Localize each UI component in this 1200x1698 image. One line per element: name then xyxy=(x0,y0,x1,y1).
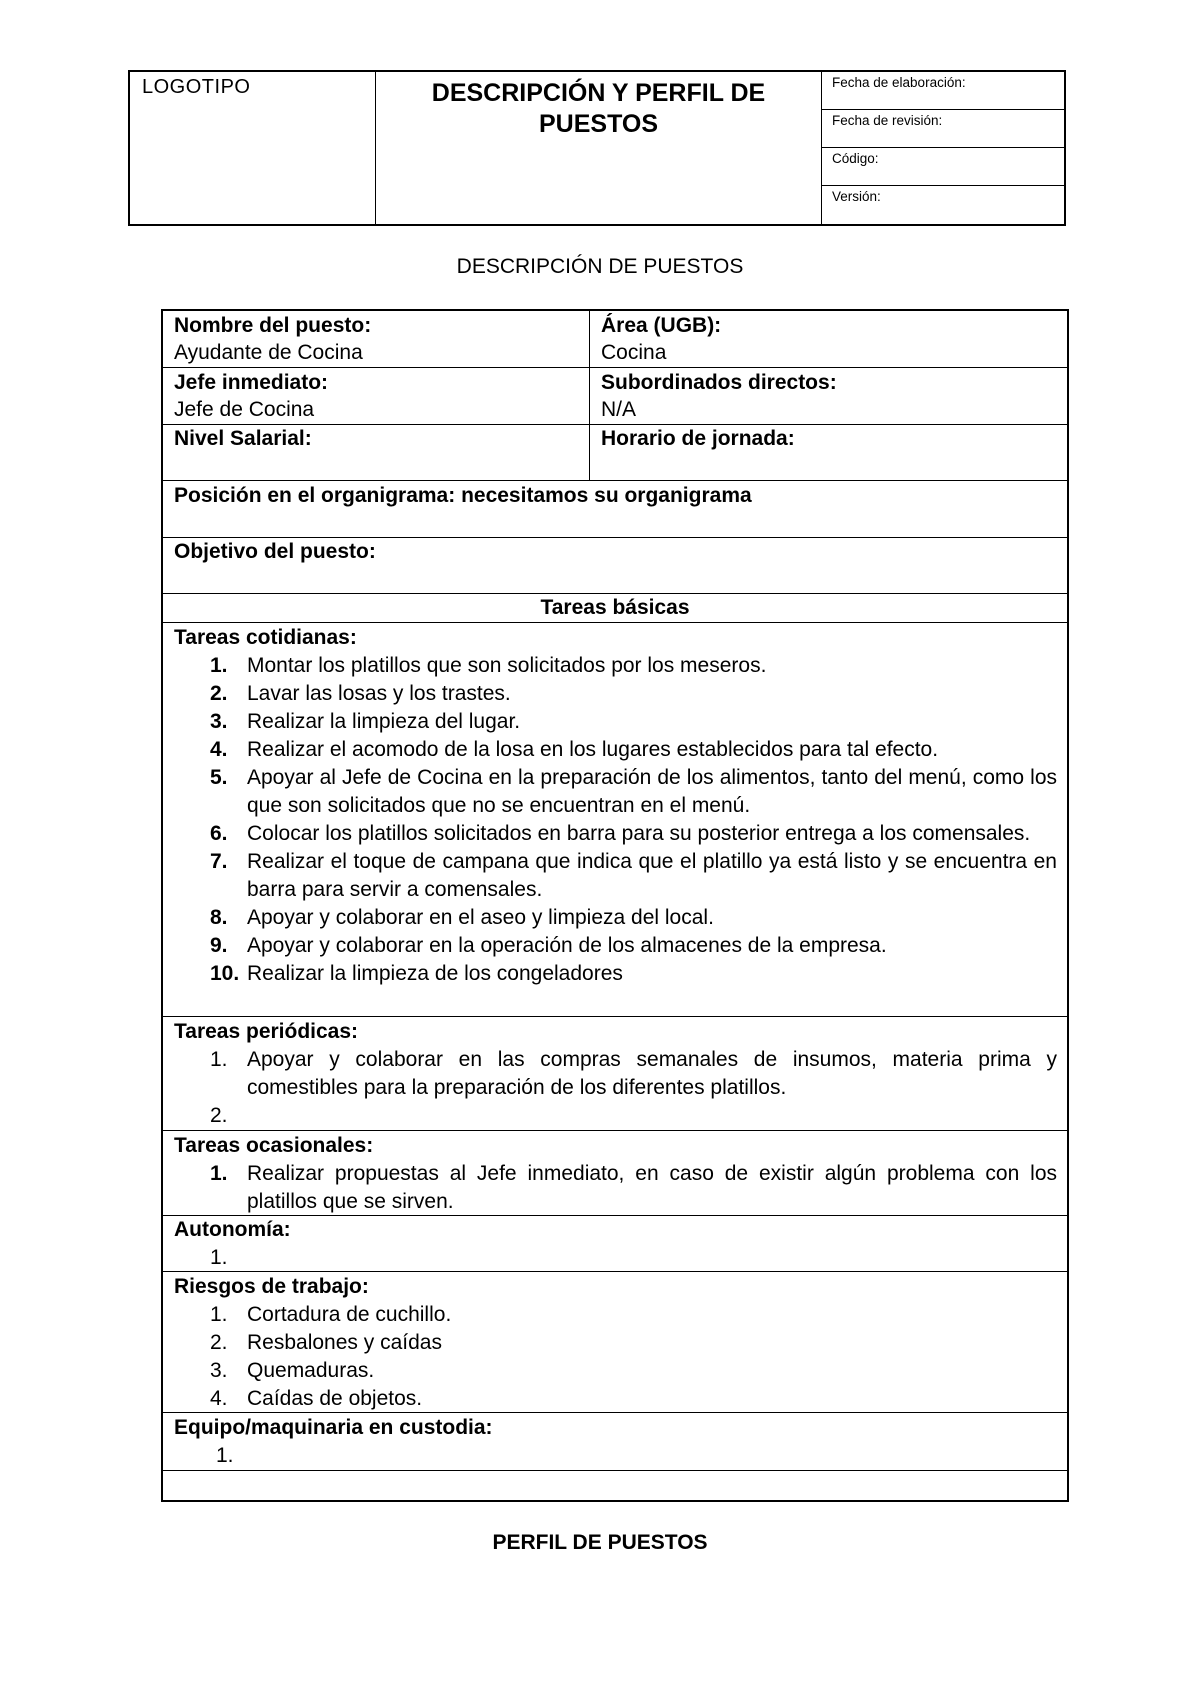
logo-placeholder: LOGOTIPO xyxy=(142,76,251,98)
list-item xyxy=(163,932,1069,960)
list-item-text: Lavar las losas y los trastes. xyxy=(247,682,511,705)
list-item-text: Resbalones y caídas xyxy=(247,1331,442,1354)
area-value: Cocina xyxy=(601,341,667,364)
area-label: Área (UGB): xyxy=(601,314,722,337)
list-item-number: 4. xyxy=(210,738,228,761)
posicion-organigrama: Posición en el organigrama: necesitamos su organigrama xyxy=(174,484,752,507)
list-item xyxy=(163,1244,1069,1272)
list-item-number: 1. xyxy=(210,1303,228,1326)
list-item-number: 1. xyxy=(210,654,228,677)
ocasionales-label: Tareas ocasionales: xyxy=(174,1134,374,1157)
logo-cell xyxy=(130,72,376,224)
list-item-text: Caídas de objetos. xyxy=(247,1387,423,1410)
list-item-number: 7. xyxy=(210,850,228,873)
list-item-number: 6. xyxy=(210,822,228,845)
version-field[interactable]: Versión: xyxy=(832,189,881,204)
list-item-text: Montar los platillos que son solicitados por los meseros. xyxy=(247,654,767,677)
title-cell xyxy=(376,72,822,224)
list-item-text: Apoyar y colaborar en el aseo y limpieza del local. xyxy=(247,906,714,929)
list-item-number: 3. xyxy=(210,710,228,733)
list-item xyxy=(163,1357,1069,1385)
list-item-number: 1. xyxy=(210,1048,228,1071)
list-item-number: 10. xyxy=(210,962,240,985)
periodicas-label: Tareas periódicas: xyxy=(174,1020,359,1043)
list-item xyxy=(163,652,1069,680)
equipo-list xyxy=(163,1442,1069,1470)
list-item-number: 2. xyxy=(210,1104,228,1127)
subordinados-value: N/A xyxy=(601,398,637,421)
list-item xyxy=(163,820,1069,848)
riesgos-label: Riesgos de trabajo: xyxy=(174,1275,369,1298)
list-item-number: 9. xyxy=(210,934,228,957)
list-item-number: 1. xyxy=(210,1246,228,1269)
list-item-text: Realizar la limpieza de los congeladores xyxy=(247,962,623,985)
ocasionales-list xyxy=(163,1160,1069,1216)
list-item xyxy=(163,904,1069,932)
list-item-text: Realizar propuestas al Jefe inmediato, en caso de existir algún problema con los platillos que se sirven. xyxy=(247,1162,1057,1213)
list-item-number: 4. xyxy=(210,1387,228,1410)
tareas-basicas-heading: Tareas básicas xyxy=(540,596,690,619)
row-divider xyxy=(163,480,1067,481)
jefe-inmediato-label: Jefe inmediato: xyxy=(174,371,329,394)
row-divider xyxy=(163,1016,1067,1017)
list-item-number: 1. xyxy=(216,1444,234,1467)
autonomia-list xyxy=(163,1244,1069,1272)
list-item xyxy=(163,1329,1069,1357)
row-divider xyxy=(163,1130,1067,1131)
list-item-text: Apoyar y colaborar en la operación de los almacenes de la empresa. xyxy=(247,934,887,957)
list-item xyxy=(163,1442,1069,1470)
autonomia-label: Autonomía: xyxy=(174,1218,291,1241)
list-item-text: Realizar el toque de campana que indica que el platillo ya está listo y se encuentra en barra para servir a comensales. xyxy=(247,850,1057,901)
list-item-number: 3. xyxy=(210,1359,228,1382)
row-divider xyxy=(163,622,1067,623)
list-item xyxy=(163,1160,1069,1216)
list-item-text: Cortadura de cuchillo. xyxy=(247,1303,452,1326)
jefe-inmediato-value: Jefe de Cocina xyxy=(174,398,315,421)
list-item-text: Colocar los platillos solicitados en barra para su posterior entrega a los comensales. xyxy=(247,822,1031,845)
job-description-table xyxy=(161,309,1069,1502)
section-title: DESCRIPCIÓN DE PUESTOS xyxy=(456,255,744,278)
document-title: DESCRIPCIÓN Y PERFIL DE PUESTOS xyxy=(431,79,766,138)
list-item xyxy=(163,1046,1069,1102)
list-item xyxy=(163,708,1069,736)
nivel-salarial-label: Nivel Salarial: xyxy=(174,427,312,450)
list-item xyxy=(163,960,1069,988)
list-item-text: Realizar la limpieza del lugar. xyxy=(247,710,521,733)
codigo-field[interactable]: Código: xyxy=(822,148,1064,186)
fecha-revision-field[interactable]: Fecha de revisión: xyxy=(822,110,1064,148)
list-item xyxy=(163,680,1069,708)
list-item-number: 1. xyxy=(210,1162,228,1185)
list-item-text: Quemaduras. xyxy=(247,1359,375,1382)
header-fields xyxy=(822,72,1064,224)
cotidianas-list xyxy=(163,652,1069,988)
list-item-text: Apoyar y colaborar en las compras semanales de insumos, materia prima y comestibles para la preparación de los diferentes platillos. xyxy=(247,1048,1057,1099)
horario-label: Horario de jornada: xyxy=(601,427,795,450)
list-item xyxy=(163,1301,1069,1329)
list-item-number: 2. xyxy=(210,1331,228,1354)
row-divider xyxy=(163,1470,1067,1471)
periodicas-list xyxy=(163,1046,1069,1130)
objetivo-label: Objetivo del puesto: xyxy=(174,540,376,563)
list-item xyxy=(163,1385,1069,1413)
row-divider xyxy=(163,367,1067,368)
subordinados-label: Subordinados directos: xyxy=(601,371,837,394)
list-item xyxy=(163,764,1069,820)
list-item-text: Apoyar al Jefe de Cocina en la preparación de los alimentos, tanto del menú, como los que son solicitados que no se encuentran en el menú. xyxy=(247,766,1057,817)
list-item-number: 2. xyxy=(210,682,228,705)
riesgos-list xyxy=(163,1301,1069,1413)
list-item-number: 8. xyxy=(210,906,228,929)
nombre-puesto-label: Nombre del puesto: xyxy=(174,314,372,337)
equipo-label: Equipo/maquinaria en custodia: xyxy=(174,1416,493,1439)
fecha-elaboracion-field[interactable]: Fecha de elaboración: xyxy=(822,72,1064,110)
list-item xyxy=(163,736,1069,764)
document-header xyxy=(128,70,1066,226)
cotidianas-label: Tareas cotidianas: xyxy=(174,626,357,649)
column-divider xyxy=(589,311,590,480)
list-item-text: Realizar el acomodo de la losa en los lugares establecidos para tal efecto. xyxy=(247,738,939,761)
perfil-title: PERFIL DE PUESTOS xyxy=(492,1531,708,1554)
list-item-number: 5. xyxy=(210,766,228,789)
nombre-puesto-value: Ayudante de Cocina xyxy=(174,341,363,364)
list-item xyxy=(163,1102,1069,1130)
list-item xyxy=(163,848,1069,904)
